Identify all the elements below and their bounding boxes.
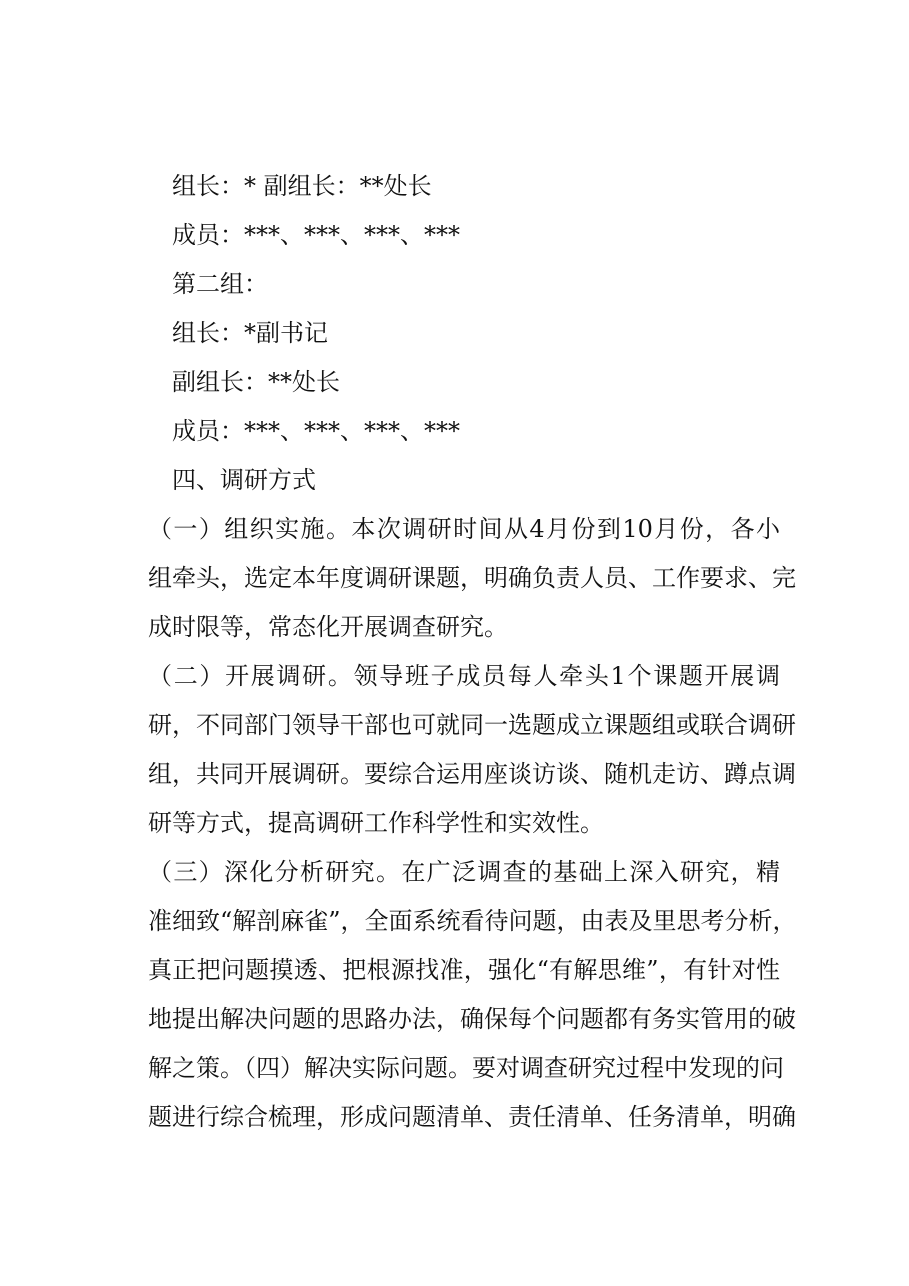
group-one-leaders: 组长：* 副组长：**处长 — [172, 172, 432, 200]
paragraph-line: 组，共同开展调研。要综合运用座谈访谈、随机走访、蹲点调 — [148, 760, 796, 788]
group-two-heading: 第二组： — [172, 270, 268, 298]
group-two-leader: 组长：*副书记 — [172, 319, 328, 347]
group-one-members: 成员：***、***、***、*** — [172, 221, 460, 249]
paragraph-line: 研等方式，提高调研工作科学性和实效性。 — [148, 809, 604, 837]
section-heading: 四、调研方式 — [172, 466, 316, 494]
paragraph-line: 成时限等，常态化开展调查研究。 — [148, 613, 508, 641]
paragraph-line: 研，不同部门领导干部也可就同一选题成立课题组或联合调研 — [148, 711, 796, 739]
group-two-deputy: 副组长：**处长 — [172, 368, 340, 396]
paragraph-line: 解之策。（四）解决实际问题。要对调查研究过程中发现的问 — [148, 1054, 784, 1082]
paragraph-line: 题进行综合梳理，形成问题清单、责任清单、任务清单，明确 — [148, 1103, 796, 1131]
paragraph-line: （二）开展调研。领导班子成员每人牵头1个课题开展调 — [148, 662, 780, 690]
group-two-members: 成员：***、***、***、*** — [172, 417, 460, 445]
paragraph-line: （一）组织实施。本次调研时间从4月份到10月份，各小 — [148, 515, 780, 543]
paragraph-line: 地提出解决问题的思路办法，确保每个问题都有务实管用的破 — [148, 1005, 796, 1033]
paragraph-line: 真正把问题摸透、把根源找准，强化“有解思维”，有针对性 — [148, 956, 780, 984]
paragraph-line: （三）深化分析研究。在广泛调查的基础上深入研究，精 — [148, 858, 780, 886]
paragraph-line: 组牵头，选定本年度调研课题，明确负责人员、工作要求、完 — [148, 564, 796, 592]
paragraph-line: 准细致“解剖麻雀”，全面系统看待问题，由表及里思考分析， — [148, 907, 797, 935]
